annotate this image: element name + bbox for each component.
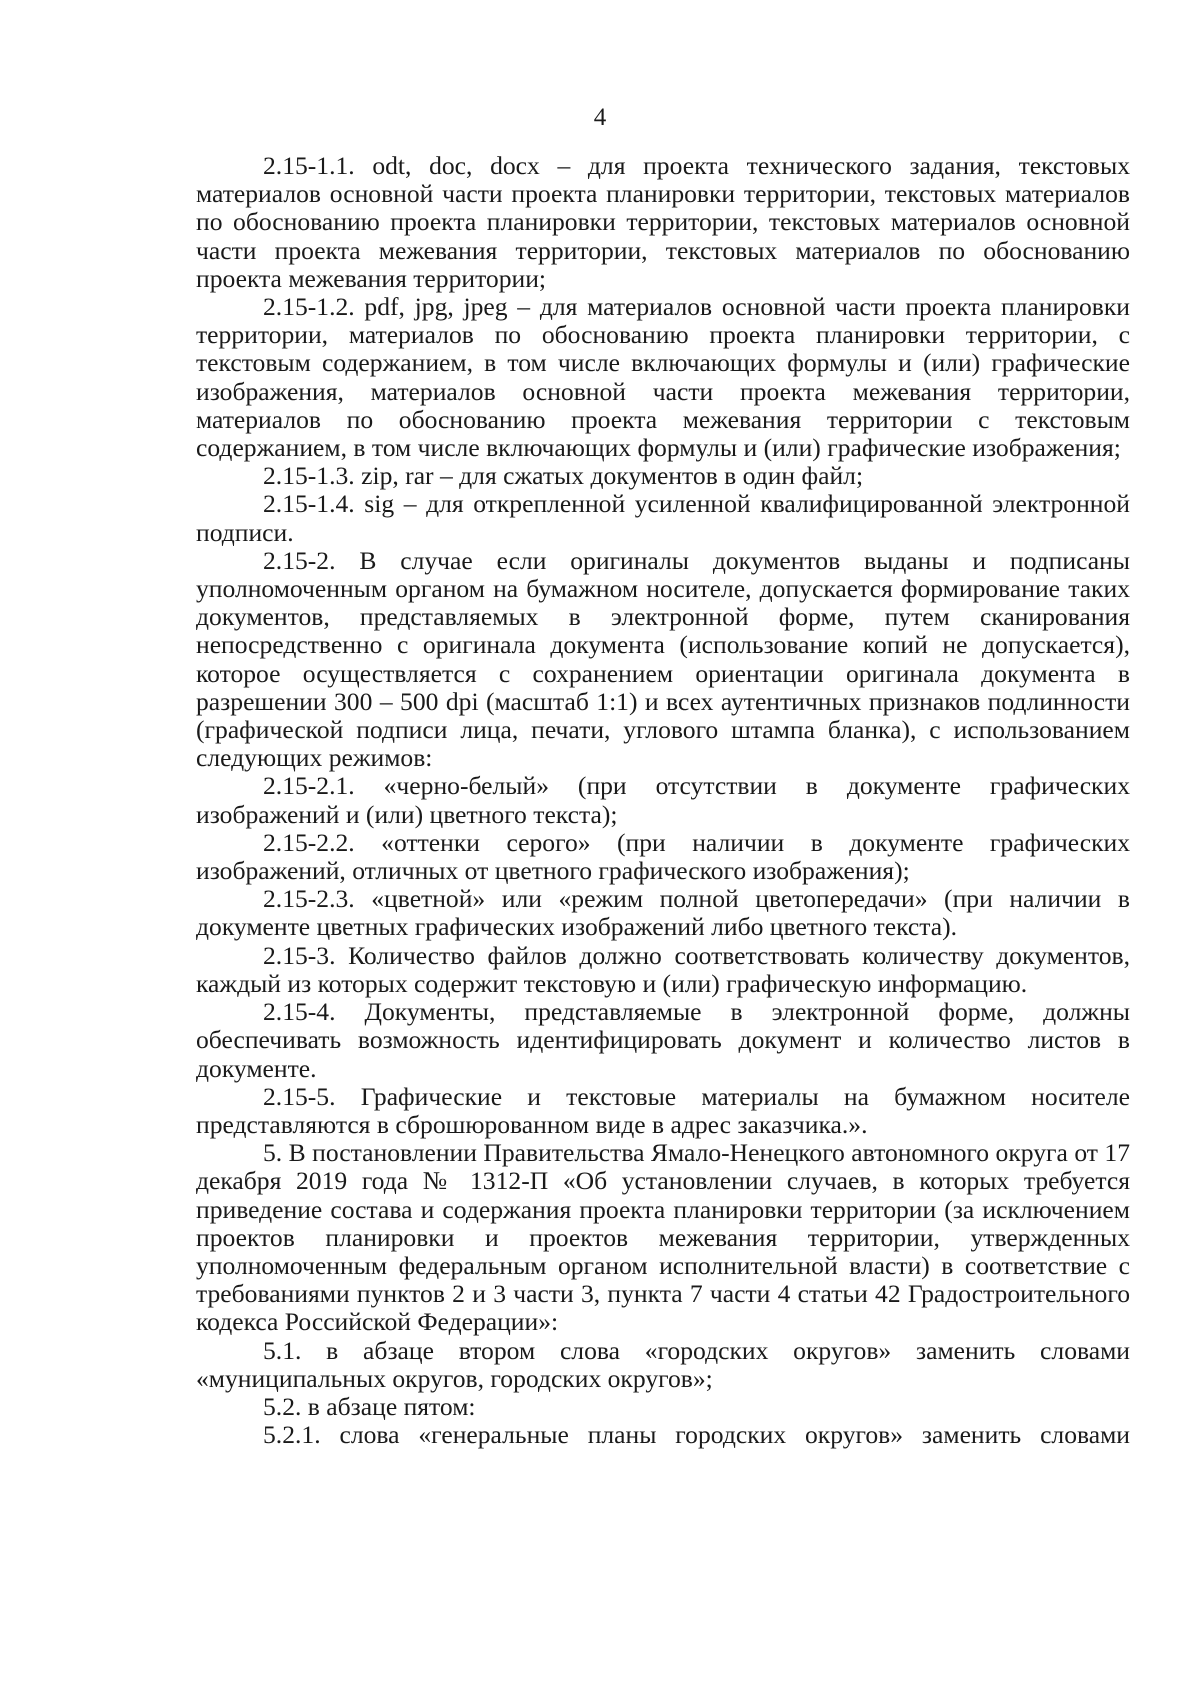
- page-number: 4: [593, 104, 607, 131]
- paragraph-5-2-1: 5.2.1. слова «генеральные планы городских округов» заменить словами: [263, 1420, 1130, 1450]
- paragraph-5: 5. В постановлении Правительства Ямало-Ненецкого автономного округа от 17 декабря 2019 года № 1312-П «Об установлении случаев, в которых требуется приведение состава и содержания проекта планировки территории (за исключением проектов планировки и проектов межевания территории, утвержденных уполномоченным федеральным органом исполнительной власти) в соответствие с требованиями пунктов 2 и 3 части 3, пункта 7 части 4 статьи 42 Градостроительного кодекса Российской Федерации»:: [196, 1138, 1130, 1337]
- document-body: [196, 152, 1130, 1449]
- paragraph-5-1: 5.1. в абзаце втором слова «городских округов» заменить словами «муниципальных округов, городских округов»;: [196, 1335, 1130, 1393]
- paragraph-2-15-1-4: 2.15-1.4. sig – для открепленной усиленной квалифицированной электронной подписи.: [196, 489, 1130, 547]
- paragraph-2-15-2: 2.15-2. В случае если оригиналы документов выданы и подписаны уполномоченным органом на бумажном носителе, допускается формирование таких документов, представляемых в электронной форме, путем сканирования непосредственно с оригинала документа (использование копий не допускается), которое осуществляется с сохранением ориентации оригинала документа в разрешении 300 – 500 dpi (масштаб 1:1) и всех аутентичных признаков подлинности (графической подписи лица, печати, углового штампа бланка), с использованием следующих режимов:: [196, 545, 1130, 773]
- paragraph-2-15-2-3: 2.15-2.3. «цветной» или «режим полной цветопередачи» (при наличии в документе цветных графических изображений либо цветного текста).: [196, 884, 1130, 942]
- paragraph-2-15-1-2: 2.15-1.2. pdf, jpg, jpeg – для материалов основной части проекта планировки территории, материалов по обоснованию проекта планировки территории, с текстовым содержанием, в том числе включающих формулы и (или) графические изображения, материалов основной части проекта межевания территории, материалов по обоснованию проекта межевания территории с текстовым содержанием, в том числе включающих формулы и (или) графические изображения;: [196, 292, 1130, 463]
- paragraph-2-15-1-1: 2.15-1.1. odt, doc, docx – для проекта технического задания, текстовых материалов основной части проекта планировки территории, текстовых материалов по обоснованию проекта планировки территории, текстовых материалов основной части проекта межевания территории, текстовых материалов по обоснованию проекта межевания территории;: [196, 151, 1130, 293]
- paragraph-2-15-2-2: 2.15-2.2. «оттенки серого» (при наличии в документе графических изображений, отличных от цветного графического изображения);: [196, 827, 1130, 886]
- paragraph-2-15-2-1: 2.15-2.1. «черно-белый» (при отсутствии в документе графических изображений и (или) цветного текста);: [196, 771, 1130, 829]
- paragraph-2-15-4: 2.15-4. Документы, представляемые в электронной форме, должны обеспечивать возможность идентифицировать документ и количество листов в документе.: [196, 997, 1130, 1083]
- paragraph-2-15-3: 2.15-3. Количество файлов должно соответствовать количеству документов, каждый из которых содержит текстовую и (или) графическую информацию.: [196, 940, 1130, 998]
- paragraph-5-2: 5.2. в абзаце пятом:: [263, 1391, 476, 1421]
- paragraph-2-15-1-3: 2.15-1.3. zip, rar – для сжатых документов в один файл;: [263, 461, 864, 491]
- paragraph-2-15-5: 2.15-5. Графические и текстовые материалы на бумажном носителе представляются в сброшюрованном виде в адрес заказчика.».: [196, 1081, 1130, 1139]
